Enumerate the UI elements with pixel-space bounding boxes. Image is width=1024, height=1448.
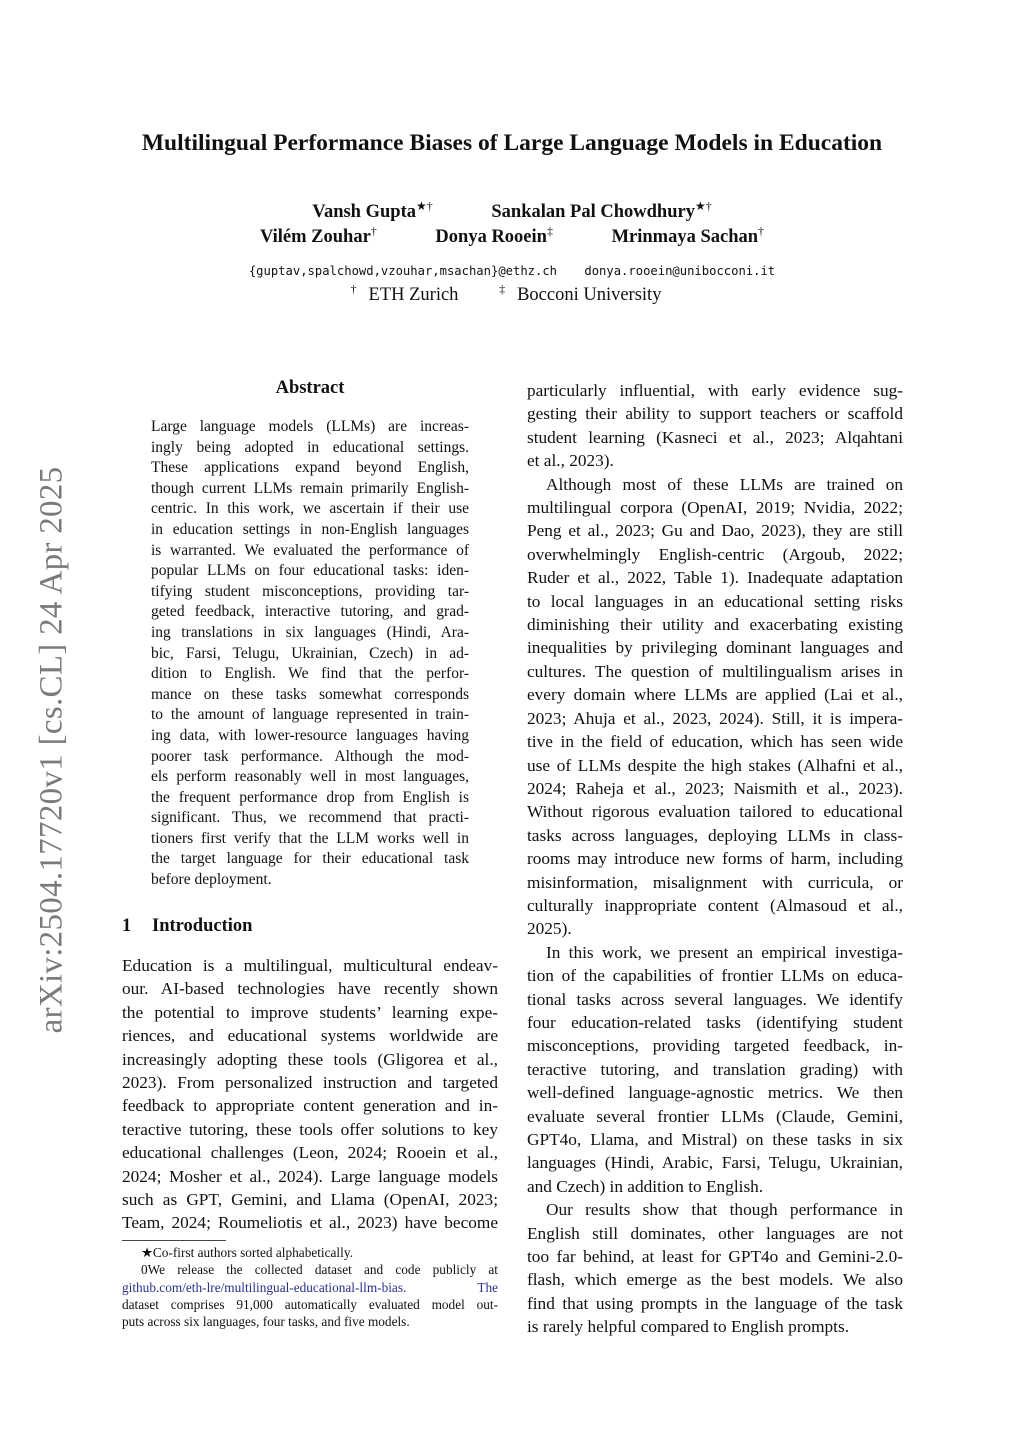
body-line: is rarely helpful compared to English prompts. (527, 1317, 850, 1337)
body-line: et al., 2023). (527, 451, 614, 471)
body-line: tive in the field of education, which has seen wide (527, 732, 903, 752)
body-line: In this work, we present an empirical investiga- (546, 942, 903, 962)
affiliation: ‡ Bocconi University (499, 282, 662, 306)
abstract-line: the frequent performance drop from English is (151, 788, 469, 806)
abstract-line: the target language for their educational task (151, 850, 469, 868)
body-line: 2023; Ahuja et al., 2023, 2024). Still, it is impera- (527, 708, 903, 728)
abstract-line: These applications expand beyond English, (151, 459, 469, 477)
abstract-line: though current LLMs remain primarily English- (151, 479, 469, 497)
body-line: gesting their ability to support teachers or scaffold (527, 404, 903, 424)
intro-line: 2024; Mosher et al., 2024). Large language models (122, 1166, 498, 1186)
right-column-body (527, 379, 903, 1339)
intro-line: 2023). From personalized instruction and targeted (122, 1073, 498, 1093)
footnote-line: ★Co-first authors sorted alphabetically. (141, 1245, 353, 1260)
body-line: to local languages in an educational setting risks (527, 591, 903, 611)
abstract-line: bic, Farsi, Telugu, Ukrainian, Czech) in ad- (151, 644, 469, 662)
abstract-line: centric. In this work, we ascertain if their use (151, 500, 469, 518)
author-emails (0, 264, 1024, 278)
body-line: Although most of these LLMs are trained on (546, 474, 903, 494)
introduction-body (122, 954, 498, 1235)
body-line: cultures. The question of multilingualism arises in (527, 661, 903, 681)
body-line: Ruder et al., 2022, Table 1). Inadequate adaptation (527, 568, 903, 588)
abstract-line: dition to English. We find that the perfor- (151, 665, 469, 683)
footnote-line: puts across six languages, four tasks, and five models. (122, 1314, 410, 1330)
email-eth: {guptav,spalchowd,vzouhar,msachan}@ethz.ch (248, 264, 558, 278)
body-line: tion of the capabilities of frontier LLMs on educa- (527, 966, 903, 986)
author: Donya Rooein‡ (435, 224, 553, 248)
body-line: rooms may introduce new forms of harm, including (527, 849, 903, 869)
abstract-line: mance on these tasks somewhat corresponds (151, 685, 469, 703)
body-line: misconceptions, providing targeted feedback, in- (527, 1036, 903, 1056)
body-line: flash, which emerge as the best models. We also (527, 1270, 903, 1290)
affiliations (0, 282, 1024, 306)
abstract-line: geted feedback, interactive tutoring, and grad- (151, 603, 469, 621)
intro-line: feedback to appropriate content generation and in- (122, 1096, 498, 1116)
section-number: 1 (122, 916, 132, 936)
body-line: tional tasks across several languages. We identify (527, 989, 903, 1009)
body-line: teractive tutoring, and translation grading) with (527, 1059, 903, 1079)
body-line: multilingual corpora (OpenAI, 2019; Nvidia, 2022; (527, 498, 903, 518)
intro-line: such as GPT, Gemini, and Llama (OpenAI, 2023; (122, 1190, 498, 1210)
footnote-line: dataset comprises 91,000 automatically evaluated model out- (122, 1296, 498, 1312)
author: Sankalan Pal Chowdhury★† (491, 199, 712, 223)
intro-line: Education is a multilingual, multicultural endeav- (122, 956, 498, 975)
body-line: evaluate several frontier LLMs (Claude, Gemini, (527, 1106, 903, 1126)
abstract-line: significant. Thus, we recommend that practi- (151, 809, 469, 827)
intro-line: our. AI-based technologies have recently shown (122, 979, 498, 999)
body-line: 2024; Raheja et al., 2023; Naismith et al., 2023). (527, 778, 903, 798)
abstract-line: els perform reasonably well in most languages, (151, 768, 469, 786)
abstract-heading: Abstract (275, 378, 345, 398)
footnote-line: 0We release the collected dataset and code publicly at (141, 1262, 498, 1278)
author-row-2 (0, 224, 1024, 248)
author: Vansh Gupta★† (312, 199, 433, 223)
intro-line: Team, 2024; Roumeliotis et al., 2023) have become (122, 1213, 498, 1233)
body-line: too far behind, at least for GPT4o and Gemini-2.0- (527, 1247, 903, 1267)
intro-line: teractive tutoring, these tools offer solutions to key (122, 1119, 498, 1139)
intro-line: increasingly adopting these tools (Gligorea et al., (122, 1049, 498, 1069)
abstract-line: popular LLMs on four educational tasks: iden- (151, 562, 469, 580)
email-bocconi: donya.rooein@unibocconi.it (584, 264, 776, 278)
body-line: and Czech) in addition to English. (527, 1176, 764, 1196)
body-line: English still dominates, other languages are not (527, 1223, 903, 1243)
intro-line: educational challenges (Leon, 2024; Rooein et al., (122, 1143, 498, 1163)
section-title: Introduction (152, 916, 253, 936)
abstract-line: Large language models (LLMs) are increas- (151, 418, 469, 435)
intro-line: the potential to improve students’ learning expe- (122, 1002, 498, 1022)
arxiv-id: arXiv:2504.17720v1 [cs.CL] 24 Apr 2025 (33, 466, 70, 1034)
arxiv-sidebar-stamp (12, 430, 92, 1070)
body-line: languages (Hindi, Arabic, Farsi, Telugu, Ukrainian, (527, 1153, 903, 1173)
body-line: Without rigorous evaluation tailored to educational (527, 802, 903, 822)
affiliation: † ETH Zurich (350, 282, 459, 306)
abstract-line: poorer task performance. Although the mod- (151, 747, 469, 765)
body-line: inequalities by privileging dominant languages and (527, 638, 903, 658)
footnote-link[interactable]: github.com/eth-lre/multilingual-educational-llm-bias. The (122, 1279, 498, 1295)
body-line: 2025). (527, 919, 572, 939)
author-row-1 (0, 199, 1024, 223)
body-line: every domain where LLMs are applied (Lai et al., (527, 685, 903, 705)
body-line: find that using prompts in the language of the task (527, 1293, 903, 1313)
author: Vilém Zouhar† (259, 224, 377, 248)
abstract-line: ing data, with lower-resource languages having (151, 726, 469, 744)
intro-line: riences, and educational systems worldwide are (122, 1026, 498, 1046)
footnote-rule (122, 1240, 226, 1241)
abstract-line: is warranted. We evaluated the performance of (151, 541, 469, 559)
abstract-line: tioners first verify that the LLM works well in (151, 829, 469, 847)
body-line: culturally inappropriate content (Almasoud et al., (527, 895, 903, 915)
footnotes (122, 1244, 498, 1330)
body-line: tasks across languages, deploying LLMs in class- (527, 825, 903, 845)
body-line: particularly influential, with early evidence sug- (527, 381, 903, 400)
abstract-line: in education settings in non-English languages (151, 520, 469, 538)
body-line: four education-related tasks (identifying student (527, 1012, 903, 1032)
body-line: student learning (Kasneci et al., 2023; Alqahtani (527, 427, 903, 447)
section-heading-introduction (122, 916, 252, 937)
body-line: Peng et al., 2023; Gu and Dao, 2023), they are still (527, 521, 903, 541)
body-line: misinformation, misalignment with curricula, or (527, 872, 903, 892)
body-line: GPT4o, Llama, and Mistral) on these tasks in six (527, 1130, 903, 1149)
body-line: Our results show that though performance in (546, 1200, 903, 1220)
abstract-line: ing translations in six languages (Hindi, Ara- (151, 623, 469, 641)
paper-title: Multilingual Performance Biases of Large Language Models in Education (141, 130, 883, 156)
abstract-line: to the amount of language represented in train- (151, 706, 469, 724)
abstract-line: before deployment. (151, 871, 272, 889)
abstract-line: ingly being adopted in educational settings. (151, 438, 469, 456)
abstract-body (151, 417, 469, 891)
author: Mrinmaya Sachan† (611, 224, 765, 248)
body-line: well-defined language-agnostic metrics. We then (527, 1083, 903, 1103)
body-line: diminishing their utility and exacerbating existing (527, 615, 903, 635)
body-line: overwhelmingly English-centric (Argoub, 2022; (527, 544, 903, 564)
abstract-line: tifying student misconceptions, providing tar- (151, 582, 469, 600)
body-line: use of LLMs despite the high stakes (Alhafni et al., (527, 755, 903, 775)
